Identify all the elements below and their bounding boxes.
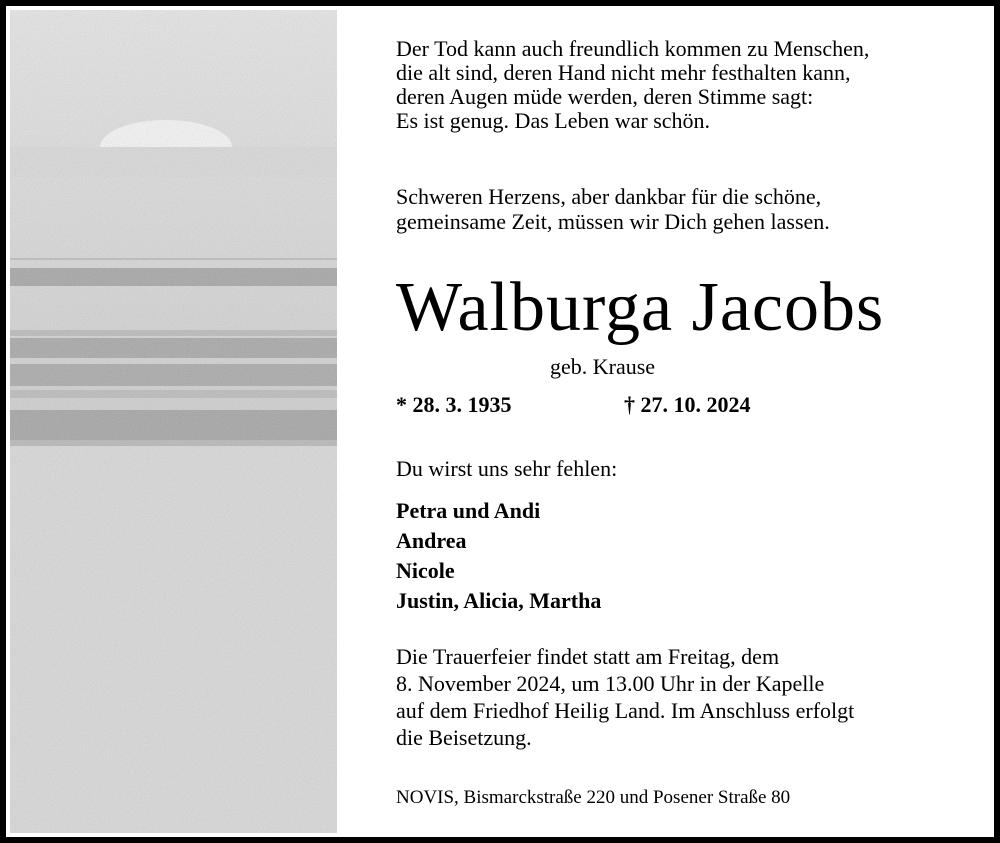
birth-name: geb. Krause (550, 354, 656, 379)
service-line: die Beisetzung. (396, 725, 532, 750)
farewell-line: Schweren Herzens, aber dankbar für die schöne, (396, 184, 822, 209)
service-line: 8. November 2024, um 13.00 Uhr in der Kapelle (396, 671, 825, 696)
poem-line: Der Tod kann auch freundlich kommen zu Menschen, (396, 36, 870, 61)
sunset-sea-photo (10, 10, 337, 833)
mourner: Nicole (396, 558, 455, 583)
poem-line: die alt sind, deren Hand nicht mehr festhalten kann, (396, 60, 851, 85)
funeral-home: NOVIS, Bismarckstraße 220 und Posener Straße 80 (396, 787, 791, 808)
mourners-intro: Du wirst uns sehr fehlen: (396, 456, 618, 481)
death-date: † 27. 10. 2024 (624, 392, 751, 417)
deceased-name: Walburga Jacobs (396, 269, 885, 346)
mourner: Andrea (396, 528, 467, 553)
mourner: Justin, Alicia, Martha (396, 588, 602, 613)
service-line: auf dem Friedhof Heilig Land. Im Anschluss erfolgt (396, 698, 855, 723)
mourner: Petra und Andi (396, 498, 541, 523)
poem-line: Es ist genug. Das Leben war schön. (396, 108, 711, 133)
service-line: Die Trauerfeier findet statt am Freitag, dem (396, 644, 780, 669)
birth-date: * 28. 3. 1935 (396, 392, 512, 417)
poem-line: deren Augen müde werden, deren Stimme sagt: (396, 84, 814, 109)
farewell-line: gemeinsame Zeit, müssen wir Dich gehen lassen. (396, 209, 830, 234)
